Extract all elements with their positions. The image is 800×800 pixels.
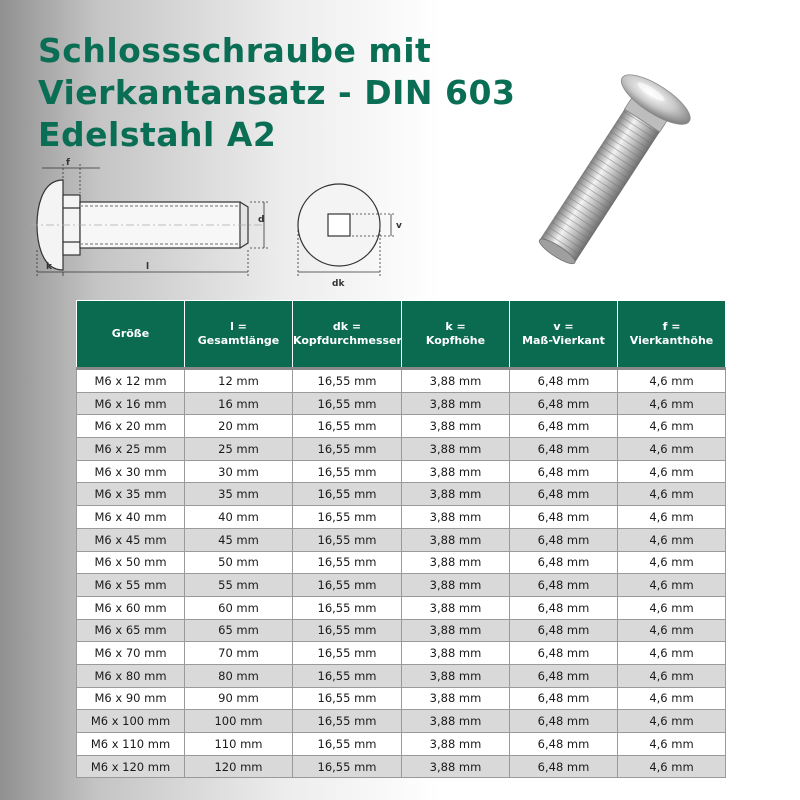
cell-square-size: 6,48 mm: [510, 392, 618, 415]
side-view-drawing: [30, 164, 268, 276]
header-symbol: l =: [230, 320, 247, 333]
table-row: [77, 438, 726, 461]
cell-head-height: 3,88 mm: [402, 483, 510, 506]
cell-square-height: 4,6 mm: [618, 710, 726, 733]
table-row: [77, 415, 726, 438]
cell-length: 70 mm: [185, 642, 293, 665]
cell-square-height: 4,6 mm: [618, 506, 726, 529]
cell-head-height: 3,88 mm: [402, 687, 510, 710]
dimension-label-l: l: [146, 262, 150, 272]
cell-length: 20 mm: [185, 415, 293, 438]
cell-length: 90 mm: [185, 687, 293, 710]
table-row: [77, 506, 726, 529]
cell-head-height: 3,88 mm: [402, 733, 510, 756]
cell-head-diameter: 16,55 mm: [293, 755, 402, 778]
cell-size: M6 x 35 mm: [77, 483, 185, 506]
header-square-size: [510, 301, 618, 369]
cell-head-height: 3,88 mm: [402, 574, 510, 597]
cell-head-height: 3,88 mm: [402, 664, 510, 687]
cell-head-height: 3,88 mm: [402, 460, 510, 483]
cell-square-size: 6,48 mm: [510, 369, 618, 393]
cell-length: 60 mm: [185, 596, 293, 619]
cell-head-diameter: 16,55 mm: [293, 664, 402, 687]
cell-head-diameter: 16,55 mm: [293, 460, 402, 483]
cell-head-height: 3,88 mm: [402, 369, 510, 393]
cell-size: M6 x 70 mm: [77, 642, 185, 665]
table-row: [77, 596, 726, 619]
cell-square-height: 4,6 mm: [618, 596, 726, 619]
cell-square-height: 4,6 mm: [618, 687, 726, 710]
cell-size: M6 x 80 mm: [77, 664, 185, 687]
header-square-height: [618, 301, 726, 369]
cell-square-size: 6,48 mm: [510, 551, 618, 574]
table-row: [77, 733, 726, 756]
cell-square-size: 6,48 mm: [510, 483, 618, 506]
cell-size: M6 x 110 mm: [77, 733, 185, 756]
table-row: [77, 619, 726, 642]
technical-drawing: [0, 150, 420, 290]
cell-length: 65 mm: [185, 619, 293, 642]
cell-square-size: 6,48 mm: [510, 687, 618, 710]
cell-length: 35 mm: [185, 483, 293, 506]
title-line-2: Vierkantansatz - DIN 603: [38, 73, 516, 112]
title-line-3: Edelstahl A2: [38, 115, 277, 154]
cell-size: M6 x 30 mm: [77, 460, 185, 483]
table-header-row: [77, 301, 726, 369]
cell-square-size: 6,48 mm: [510, 710, 618, 733]
table-row: [77, 528, 726, 551]
cell-size: M6 x 45 mm: [77, 528, 185, 551]
cell-square-height: 4,6 mm: [618, 733, 726, 756]
cell-square-size: 6,48 mm: [510, 733, 618, 756]
dimension-label-v: v: [396, 221, 402, 231]
header-head-height: [402, 301, 510, 369]
cell-square-size: 6,48 mm: [510, 506, 618, 529]
cell-length: 45 mm: [185, 528, 293, 551]
cell-square-height: 4,6 mm: [618, 619, 726, 642]
cell-head-diameter: 16,55 mm: [293, 642, 402, 665]
cell-head-height: 3,88 mm: [402, 710, 510, 733]
cell-length: 100 mm: [185, 710, 293, 733]
dimension-label-d: d: [258, 215, 265, 225]
cell-head-diameter: 16,55 mm: [293, 438, 402, 461]
header-size: [77, 301, 185, 369]
cell-size: M6 x 40 mm: [77, 506, 185, 529]
cell-head-diameter: 16,55 mm: [293, 710, 402, 733]
header-label: Größe: [111, 327, 150, 340]
cell-length: 25 mm: [185, 438, 293, 461]
cell-head-diameter: 16,55 mm: [293, 619, 402, 642]
table-row: [77, 551, 726, 574]
header-symbol: v =: [553, 320, 574, 333]
cell-head-height: 3,88 mm: [402, 392, 510, 415]
cell-square-height: 4,6 mm: [618, 528, 726, 551]
cell-head-diameter: 16,55 mm: [293, 687, 402, 710]
cell-square-height: 4,6 mm: [618, 755, 726, 778]
cell-square-size: 6,48 mm: [510, 642, 618, 665]
cell-length: 12 mm: [185, 369, 293, 393]
cell-head-height: 3,88 mm: [402, 596, 510, 619]
cell-size: M6 x 20 mm: [77, 415, 185, 438]
table-row: [77, 710, 726, 733]
cell-square-height: 4,6 mm: [618, 392, 726, 415]
header-label: Vierkanthöhe: [629, 334, 714, 347]
cell-square-height: 4,6 mm: [618, 460, 726, 483]
header-label: Maß-Vierkant: [522, 334, 605, 347]
cell-size: M6 x 100 mm: [77, 710, 185, 733]
table-body: [77, 369, 726, 778]
cell-size: M6 x 25 mm: [77, 438, 185, 461]
cell-size: M6 x 60 mm: [77, 596, 185, 619]
cell-head-diameter: 16,55 mm: [293, 392, 402, 415]
cell-head-height: 3,88 mm: [402, 619, 510, 642]
cell-head-height: 3,88 mm: [402, 506, 510, 529]
table-row: [77, 755, 726, 778]
table-row: [77, 369, 726, 393]
table-row: [77, 574, 726, 597]
header-symbol: dk =: [332, 320, 362, 333]
cell-square-size: 6,48 mm: [510, 619, 618, 642]
table-row: [77, 483, 726, 506]
cell-square-height: 4,6 mm: [618, 664, 726, 687]
cell-head-diameter: 16,55 mm: [293, 506, 402, 529]
cell-length: 80 mm: [185, 664, 293, 687]
cell-size: M6 x 16 mm: [77, 392, 185, 415]
cell-head-diameter: 16,55 mm: [293, 574, 402, 597]
header-head-diameter: [293, 301, 402, 369]
cell-head-height: 3,88 mm: [402, 642, 510, 665]
cell-length: 110 mm: [185, 733, 293, 756]
cell-square-height: 4,6 mm: [618, 438, 726, 461]
cell-head-diameter: 16,55 mm: [293, 483, 402, 506]
cell-square-height: 4,6 mm: [618, 574, 726, 597]
cell-square-size: 6,48 mm: [510, 596, 618, 619]
cell-head-height: 3,88 mm: [402, 415, 510, 438]
cell-head-height: 3,88 mm: [402, 528, 510, 551]
cell-square-height: 4,6 mm: [618, 483, 726, 506]
cell-head-diameter: 16,55 mm: [293, 415, 402, 438]
title-line-1: Schlossschraube mit: [38, 31, 432, 70]
cell-head-diameter: 16,55 mm: [293, 733, 402, 756]
dimension-label-dk: dk: [332, 279, 345, 289]
cell-square-size: 6,48 mm: [510, 755, 618, 778]
cell-square-size: 6,48 mm: [510, 528, 618, 551]
cell-size: M6 x 12 mm: [77, 369, 185, 393]
header-label: Kopfhöhe: [425, 334, 486, 347]
carriage-bolt-photo: [520, 65, 780, 275]
cell-length: 50 mm: [185, 551, 293, 574]
page-title: [38, 30, 515, 156]
cell-length: 40 mm: [185, 506, 293, 529]
dimension-label-f: f: [66, 158, 70, 168]
cell-length: 120 mm: [185, 755, 293, 778]
cell-size: M6 x 50 mm: [77, 551, 185, 574]
header-symbol: f =: [662, 320, 681, 333]
dimension-label-k: k: [46, 262, 52, 272]
dimensions-table: [76, 300, 726, 778]
cell-length: 30 mm: [185, 460, 293, 483]
table-row: [77, 392, 726, 415]
cell-length: 16 mm: [185, 392, 293, 415]
table-row: [77, 642, 726, 665]
cell-square-size: 6,48 mm: [510, 438, 618, 461]
header-label: Gesamtlänge: [197, 334, 280, 347]
cell-head-height: 3,88 mm: [402, 755, 510, 778]
cell-head-height: 3,88 mm: [402, 551, 510, 574]
cell-square-size: 6,48 mm: [510, 415, 618, 438]
cell-size: M6 x 65 mm: [77, 619, 185, 642]
header-label: Kopfdurchmesser: [293, 334, 402, 347]
cell-square-size: 6,48 mm: [510, 574, 618, 597]
cell-head-diameter: 16,55 mm: [293, 369, 402, 393]
table-row: [77, 460, 726, 483]
header-total-length: [185, 301, 293, 369]
cell-square-height: 4,6 mm: [618, 369, 726, 393]
cell-square-height: 4,6 mm: [618, 642, 726, 665]
table-row: [77, 664, 726, 687]
header-symbol: k =: [445, 320, 466, 333]
table-row: [77, 687, 726, 710]
cell-head-diameter: 16,55 mm: [293, 596, 402, 619]
cell-size: M6 x 55 mm: [77, 574, 185, 597]
cell-length: 55 mm: [185, 574, 293, 597]
cell-head-diameter: 16,55 mm: [293, 528, 402, 551]
cell-size: M6 x 90 mm: [77, 687, 185, 710]
cell-size: M6 x 120 mm: [77, 755, 185, 778]
cell-head-diameter: 16,55 mm: [293, 551, 402, 574]
cell-square-size: 6,48 mm: [510, 664, 618, 687]
cell-head-height: 3,88 mm: [402, 438, 510, 461]
cell-square-height: 4,6 mm: [618, 551, 726, 574]
head-view-drawing: [298, 184, 395, 276]
cell-square-height: 4,6 mm: [618, 415, 726, 438]
cell-square-size: 6,48 mm: [510, 460, 618, 483]
